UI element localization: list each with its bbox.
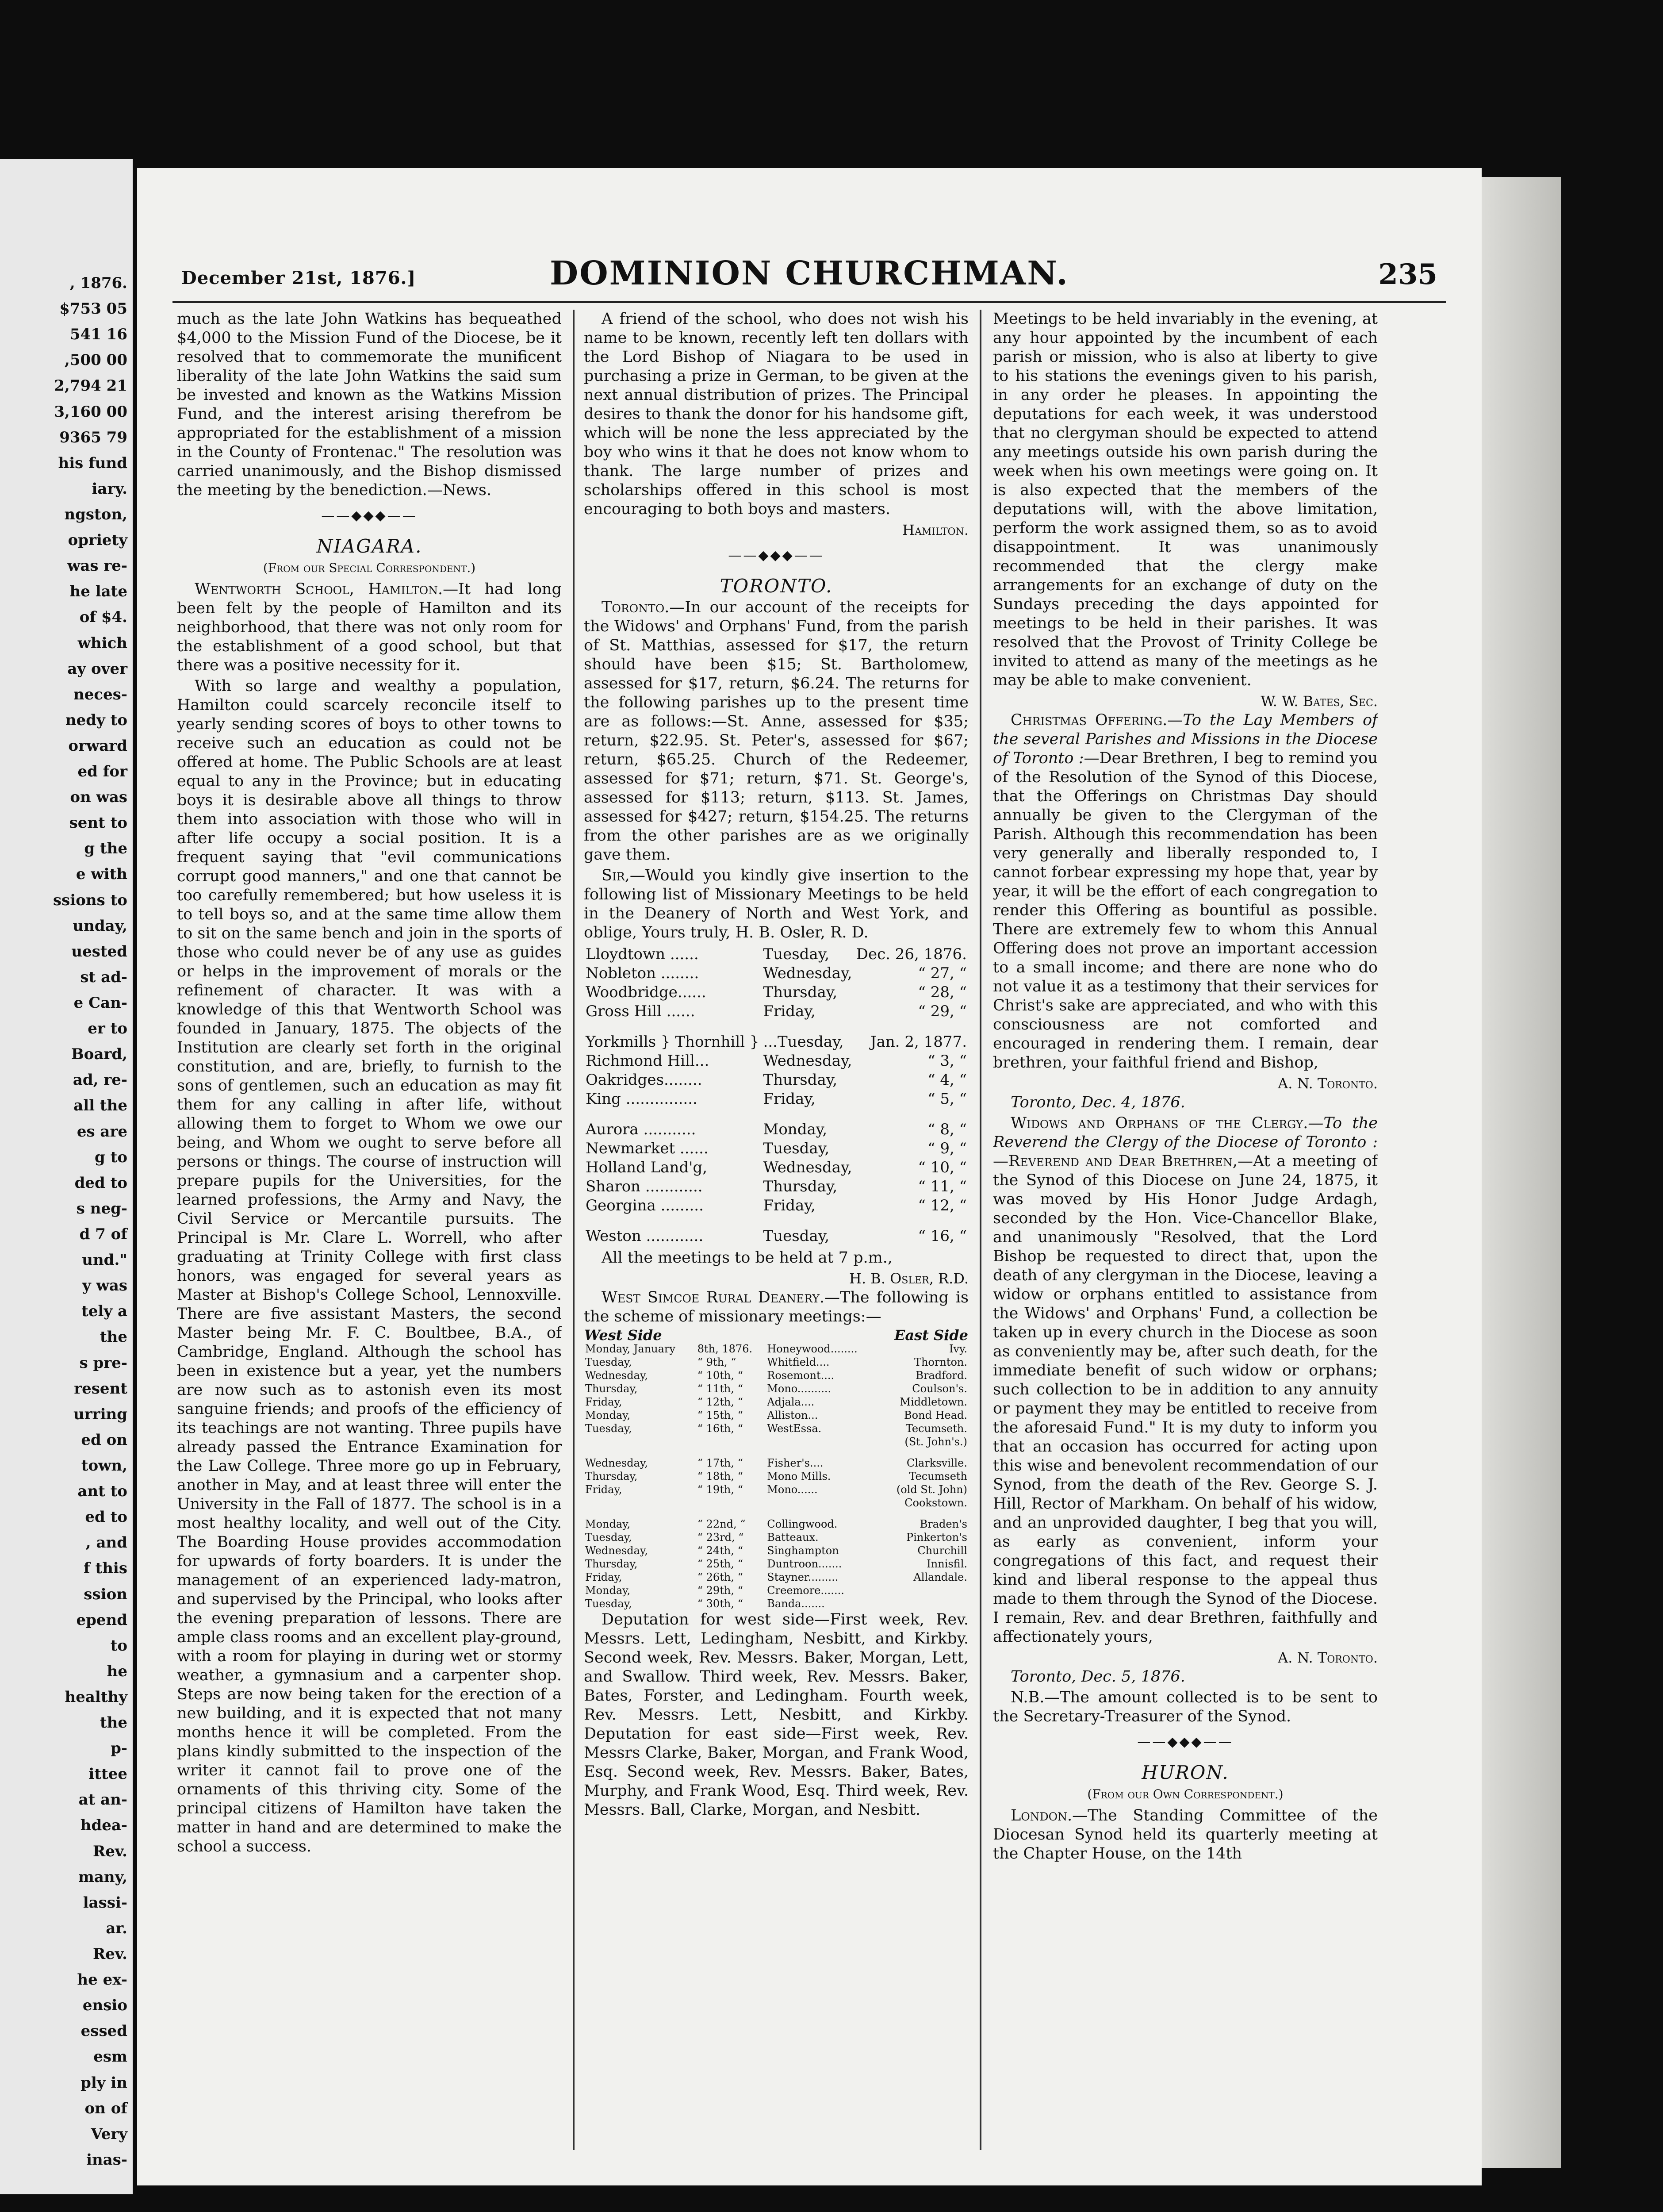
previous-page-line: healthy: [65, 1688, 127, 1706]
schedule-east: Tecumseth: [909, 1470, 967, 1482]
meeting-place: Richmond Hill...: [586, 1052, 709, 1070]
meeting-place: Yorkmills } Thornhill }: [586, 1033, 759, 1051]
previous-page-line: ant to: [77, 1482, 127, 1500]
schedule-east: [878, 1597, 969, 1610]
toronto-signature-1: A. N. Toronto.: [1278, 1075, 1378, 1092]
previous-page-line: resent: [74, 1380, 127, 1398]
schedule-east: Bradford.: [916, 1369, 967, 1382]
previous-page-line: the: [100, 1328, 127, 1346]
previous-page-line: es are: [77, 1123, 127, 1141]
schedule-day: Friday,: [585, 1396, 622, 1408]
christmas-address: —To the Lay Members of the several Parishes and Missions in the Diocese of Toronto :: [993, 711, 1378, 767]
previous-page-line: s pre-: [79, 1354, 127, 1372]
previous-page-line: Very: [91, 2125, 127, 2143]
previous-page-line: at an-: [78, 1791, 127, 1809]
schedule-row: [584, 1382, 969, 1395]
previous-page-line: epend: [76, 1611, 127, 1629]
previous-page-line: orward: [68, 737, 127, 755]
meeting-date: “ 28, “: [918, 983, 967, 1001]
previous-page-line: Board,: [71, 1045, 127, 1063]
schedule-row: [584, 1422, 969, 1435]
meeting-row: [584, 1139, 969, 1158]
osler-signature: H. B. Osler, R.D.: [849, 1270, 969, 1287]
previous-page-line: uested: [71, 943, 127, 960]
schedule-day: Thursday,: [585, 1382, 638, 1395]
schedule-day: Wednesday,: [585, 1457, 648, 1469]
schedule-row: [584, 1483, 969, 1496]
toronto-text: —In our account of the receipts for the Widows' and Orphans' Fund, from the parish of St. Matthias, assessed for $17, the return should have been $15; St. Bartholomew, assessed for $17, return, $6.24. The returns for the following parishes up to the present time are as follows:—St. Anne, assessed for $35; return, $22.95. St. Peter's, assessed for $67; return, $65.25. Church of the Redeemer, assessed for $71; return, $71. St. George's, assessed for $113; return, $113. St. James, assessed for $427; return, $154.25. The returns from the other parishes are as we originally gave them.: [584, 599, 969, 864]
previous-page-line: opriety: [68, 531, 127, 549]
previous-page-line: 2,794 21: [54, 377, 127, 395]
schedule-east: Thornton.: [914, 1356, 967, 1368]
schedule-east: [878, 1584, 969, 1597]
section-ornament: ——◆◆◆——: [1137, 1734, 1234, 1750]
meeting-date: “ 29, “: [918, 1002, 967, 1020]
meeting-day: Tuesday,: [763, 945, 830, 963]
meeting-date: “ 5, “: [927, 1090, 967, 1108]
previous-page-line: the: [100, 1714, 127, 1732]
schedule-row: [584, 1531, 969, 1544]
meeting-row: [584, 1052, 969, 1071]
meeting-day: Tuesday,: [763, 1140, 830, 1157]
meeting-date: “ 4, “: [927, 1071, 967, 1089]
previous-page-line: Rev.: [92, 1945, 127, 1963]
schedule-west: Whitfield....: [767, 1356, 830, 1368]
schedule-date: “ 22nd, “: [697, 1518, 746, 1530]
previous-page-strip: [0, 159, 133, 2194]
schedule-date: “ 18th, “: [697, 1470, 743, 1482]
previous-page-line: all the: [73, 1097, 127, 1114]
previous-page-line: ,500 00: [65, 351, 127, 369]
schedule-day: Tuesday,: [585, 1531, 632, 1544]
schedule-date: “ 16th, “: [697, 1422, 743, 1435]
previous-page-line: s neg-: [76, 1200, 127, 1217]
previous-page-line: e with: [76, 865, 127, 883]
sir-paragraph: [584, 866, 969, 942]
meeting-date: “ 10, “: [918, 1159, 967, 1176]
previous-page-line: he ex-: [77, 1971, 127, 1989]
schedule-west: Mono Mills.: [767, 1470, 831, 1482]
schedule-west: [766, 1496, 878, 1509]
previous-page-line: urring: [73, 1406, 127, 1423]
sir-text: —Would you kindly give insertion to the following list of Missionary Meetings to be held in the Deanery of North and West York, and oblige, Yours truly, H. B. Osler, R. D.: [584, 867, 969, 941]
previous-page-line: to: [110, 1637, 127, 1655]
schedule-row: [584, 1544, 969, 1557]
christmas-lead: Christmas Offering.: [1011, 711, 1168, 729]
london-paragraph: [993, 1806, 1378, 1863]
meeting-row: [584, 983, 969, 1002]
schedule-east: Clarksville.: [906, 1457, 967, 1469]
schedule-day: Monday,: [585, 1584, 631, 1597]
schedule-row: [584, 1395, 969, 1409]
previous-page-line: his fund: [58, 454, 127, 472]
schedule-date: “ 25th, “: [697, 1558, 743, 1570]
header-rule: [172, 301, 1446, 303]
meeting-day: Thursday,: [763, 983, 838, 1001]
previous-page-line: he late: [69, 583, 127, 600]
meeting-date: “ 11, “: [918, 1178, 967, 1195]
meeting-day: Thursday,: [763, 1178, 838, 1195]
column-rule-2: [980, 310, 981, 2150]
schedule-day: Tuesday,: [585, 1598, 632, 1610]
column-3: [993, 310, 1378, 2150]
schedule-east: Cookstown.: [904, 1497, 967, 1509]
schedule-date: “ 19th, “: [697, 1483, 743, 1496]
previous-page-line: 3,160 00: [54, 403, 127, 421]
simcoe-paragraph: [584, 1288, 969, 1326]
london-text: —The Standing Committee of the Diocesan Synod held its quarterly meeting at the Chapter House, on the 14th: [993, 1807, 1378, 1863]
bates-signature: W. W. Bates, Sec.: [1261, 693, 1378, 710]
schedule-row: [584, 1435, 969, 1448]
previous-page-line: g the: [84, 840, 127, 857]
schedule-day: [584, 1435, 696, 1448]
schedule-west: Collingwood.: [767, 1518, 838, 1530]
toronto-lead: Toronto.: [602, 599, 670, 616]
section-heading-toronto: TORONTO.: [720, 575, 833, 597]
dateline-1: Toronto, Dec. 4, 1876.: [1011, 1094, 1185, 1111]
watkins-paragraph: much as the late John Watkins has bequeathed $4,000 to the Mission Fund of the Diocese, be it resolved that to commemorate the munificent liberality of the late John Watkins the said sum be invested and known as the Watkins Mission Fund, and the interest arising therefrom be appropriated for the establishment of a mission in the County of Frontenac." The resolution was carried unanimously, and the Bishop dismissed the meeting by the benediction.—News.: [177, 310, 562, 499]
schedule-west: WestEssa.: [767, 1422, 822, 1435]
previous-page-line: d 7 of: [79, 1225, 127, 1243]
previous-page-line: town,: [81, 1457, 127, 1475]
schedule-row: [584, 1496, 969, 1509]
schedule-row: [584, 1409, 969, 1422]
schedule-row: [584, 1597, 969, 1610]
wentworth-text: —It had long been felt by the people of Hamilton and its neighborhood, that there was not only room for the establishment of a good school, but that there was a positive necessity for it.: [177, 580, 562, 674]
previous-page-line: und.": [82, 1251, 127, 1269]
simcoe-schedule-table: [584, 1328, 969, 1610]
schedule-day: Thursday,: [585, 1558, 638, 1570]
schedule-east: Bond Head.: [904, 1409, 967, 1421]
page-number: 235: [1378, 258, 1437, 291]
toronto-signature-2: A. N. Toronto.: [1278, 1649, 1378, 1666]
previous-page-line: ittee: [88, 1765, 127, 1783]
meeting-row: [584, 1177, 969, 1196]
meeting-row: [584, 1109, 969, 1139]
meeting-place: Holland Land'g,: [586, 1159, 708, 1176]
meeting-place: King ...............: [586, 1090, 697, 1108]
missionary-meetings-table: [584, 945, 969, 1246]
previous-page-line: , and: [85, 1534, 127, 1551]
schedule-east: Churchill: [917, 1544, 967, 1557]
meeting-date: Dec. 26, 1876.: [856, 945, 967, 963]
schedule-day: Monday,: [585, 1409, 631, 1421]
schedule-east: Tecumseth.: [905, 1422, 967, 1435]
meeting-row: [584, 945, 969, 964]
previous-page-line: g to: [95, 1148, 127, 1166]
previous-page-line: p-: [111, 1740, 127, 1757]
section-heading-niagara: NIAGARA.: [316, 535, 422, 557]
meeting-row: [584, 1215, 969, 1246]
previous-page-line: tely a: [81, 1302, 127, 1320]
schedule-row: [584, 1557, 969, 1571]
previous-page-line: e Can-: [73, 994, 127, 1012]
schedule-east: Innisfil.: [927, 1558, 967, 1570]
previous-page-line: esm: [93, 2048, 127, 2066]
schedule-day: Tuesday,: [585, 1356, 632, 1368]
previous-page-line: on was: [70, 788, 127, 806]
previous-page-line: ssion: [84, 1586, 127, 1603]
wentworth-paragraph-2: With so large and wealthy a population, Hamilton could scarcely reconcile itself to yearly sending scores of boys to other towns to receive such an education as could not be offered at home. The Public Schools are at least equal to any in the Province; but in educating boys it is desirable above all things to throw them into association with those who will in after life occupy a social position. It is a frequent saying that "evil communications corrupt good manners," and one that cannot be too carefully remembered; but how useless it is to tell boys so, and at the same time allow them to sit on the same bench and join in the sports of those who could never be of any use as guides or helps in the improvement of morals or the refinement of character. It was with a knowledge of this that Wentworth School was founded in January, 1875. The objects of the Institution are clearly set forth in the original constitution, and are, briefly, to furnish to the sons of gentlemen, such an education as may fit them for any calling in after life, without allowing them to forget to Whom we owe our being, and Whom we ought to serve before all persons or things. The course of instruction will prepare pupils for the Universities, for the learned professions, the Army and Navy, the Civil Service or Mercantile pursuits. The Principal is Mr. Clare L. Worrell, who after graduating at Trinity College with first class honors, was engaged for several years as Master at Bishop's College School, Lennoxville. There are five assistant Masters, the second Master being Mr. F. C. Boultbee, B.A., of Cambridge, England. Although the school has been in existence but a year, yet the numbers are now such as to astonish even its most sanguine friends; and proofs of the efficiency of its teachings are not wanting. Three pupils have already passed the Entrance Examination for the Law College. Three more go up in February, another in May, and at least three will enter the University in the Fall of 1877. The school is in a most healthy locality, and well out of the City. The Boarding House provides accommodation for upwards of forty boarders. It is under the management of an experienced lady-matron, and supervised by the Principal, who looks after the evening preparation of lessons. There are ample class rooms and an excellent play-ground, with a room for playing in during wet or stormy weather, a gymnasium and a carpenter shop. Steps are now being taken for the erection of a new building, and it is expected that not many months hence it will be completed. From the plans kindly submitted to the inspection of the writer it cannot fail to prove one of the ornaments of this thriving city. Some of the principal citizens of Hamilton have taken the matter in hand and are determined to make the school a success.: [177, 677, 562, 1855]
section-subheading-niagara: (From our Special Correspondent.): [263, 561, 476, 575]
schedule-date: [696, 1435, 766, 1448]
previous-page-line: iary.: [92, 480, 127, 498]
meeting-date: “ 27, “: [918, 964, 967, 982]
previous-page-line: many,: [78, 1868, 127, 1886]
meeting-date: “ 12, “: [918, 1197, 967, 1214]
meeting-place: Nobleton ........: [586, 964, 699, 982]
london-lead: London.: [1011, 1807, 1073, 1824]
schedule-west: [766, 1435, 878, 1448]
page-edge: [1482, 177, 1561, 2168]
section-subheading-huron: (From our Own Correspondent.): [1087, 1787, 1284, 1801]
schedule-west: Banda.......: [767, 1598, 825, 1610]
meeting-day: Friday,: [763, 1002, 816, 1020]
simcoe-lead: West Simcoe Rural Deanery.: [602, 1289, 824, 1306]
previous-page-line: inas-: [86, 2151, 127, 2169]
nb-paragraph: N.B.—The amount collected is to be sent to the Secretary-Treasurer of the Synod.: [993, 1689, 1378, 1725]
sir-lead: Sir,: [602, 867, 630, 884]
meeting-row: [584, 1021, 969, 1052]
schedule-east: Coulson's.: [912, 1382, 967, 1395]
meeting-day: Wednesday,: [763, 964, 852, 982]
issue-date: December 21st, 1876.]: [181, 268, 416, 288]
schedule-day: Wednesday,: [585, 1369, 648, 1382]
schedule-date: [696, 1496, 766, 1509]
schedule-date: “ 15th, “: [697, 1409, 743, 1421]
meetings-paragraph: Meetings to be held invariably in the evening, at any hour appointed by the incumbent of each parish or mission, who is also at liberty to give to his stations the evenings given to his parish, in any order he pleases. In appointing the deputations for each week, it was understood that no clergyman should be expected to attend any meetings outside his own parish during the week when his own meetings were going on. It is also expected that the members of the deputations will, with the above limitation, perform the work assigned them, so as to avoid disappointment. It was unanimously recommended that the clergy make arrangements for an exchange of duty on the Sundays preceding the days appointed for meetings to be held in their parishes. It was resolved that the Provost of Trinity College be invited to attend as many of the meetings as he may be able to make convenient.: [993, 310, 1378, 689]
schedule-row: [584, 1584, 969, 1597]
widows-paragraph: [993, 1114, 1378, 1647]
schedule-date: 8th, 1876.: [697, 1343, 753, 1355]
previous-page-line: ay over: [67, 660, 127, 678]
previous-page-line: was re-: [67, 557, 127, 575]
meeting-row: [584, 1090, 969, 1109]
meeting-day: Friday,: [763, 1090, 816, 1108]
meeting-day: Wednesday,: [763, 1052, 852, 1070]
schedule-west: Creemore.......: [767, 1584, 844, 1597]
schedule-date: “ 24th, “: [697, 1544, 743, 1557]
previous-page-line: ad, re-: [73, 1071, 127, 1089]
schedule-west: Mono......: [767, 1483, 818, 1496]
schedule-day: Tuesday,: [585, 1422, 632, 1435]
previous-page-line: ar.: [106, 1920, 127, 1937]
section-ornament: ——◆◆◆——: [321, 508, 418, 523]
previous-page-line: , 1876.: [69, 274, 127, 292]
previous-page-line: ed for: [77, 763, 127, 780]
previous-page-line: ed to: [85, 1508, 127, 1526]
schedule-row: [584, 1509, 969, 1531]
previous-page-line: st ad-: [80, 968, 127, 986]
previous-page-line: lassi-: [83, 1894, 127, 1912]
meeting-row: [584, 1002, 969, 1021]
christmas-paragraph: [993, 711, 1378, 1072]
previous-page-line: er to: [88, 1020, 127, 1037]
schedule-west: Duntroon.......: [767, 1558, 842, 1570]
previous-page-line: ded to: [74, 1174, 127, 1192]
previous-page-line: ensio: [82, 1997, 127, 2014]
schedule-east: Braden's: [920, 1518, 967, 1530]
meeting-date: “ 3, “: [927, 1052, 967, 1070]
schedule-row: [584, 1342, 969, 1356]
previous-page-line: ply in: [80, 2074, 127, 2092]
meeting-row: [584, 1196, 969, 1215]
previous-page-line: of $4.: [79, 608, 127, 626]
deputation-paragraph: Deputation for west side—First week, Rev. Messrs. Lett, Ledingham, Nesbitt, and Kirkby. Second week, Rev. Messrs. Baker, Morgan, Lett, and Swallow. Third week, Rev. Messrs. Baker, Bates, Forster, and Ledingham. Fourth week, Rev. Messrs. Lett, Nesbitt, and Kirkby. Deputation for east side—First week, Rev. Messrs Clarke, Baker, Morgan, and Frank Wood, Esq. Second week, Rev. Messrs. Baker, Bates, Murphy, and Frank Wood, Esq. Third week, Rev. Messrs. Ball, Clarke, Morgan, and Nesbitt.: [584, 1611, 969, 1819]
schedule-east: Pinkerton's: [906, 1531, 967, 1544]
meeting-place: Georgina .........: [586, 1197, 704, 1214]
newspaper-page: [137, 168, 1482, 2185]
meeting-day: Wednesday,: [763, 1159, 852, 1176]
schedule-date: “ 12th, “: [697, 1396, 743, 1408]
column-1: [177, 310, 562, 2150]
meeting-place: Newmarket ......: [586, 1140, 709, 1157]
schedule-row: [584, 1571, 969, 1584]
widows-text: —At a meeting of the Synod of this Diocese on June 24, 1875, it was moved by His Honor Judge Ardagh, seconded by the Hon. Vice-Chancellor Blake, and unanimously "Resolved, that the Lord Bishop be requested to direct that, upon the death of any clergyman in the Diocese, leaving a widow or orphans entitled to assistance from the Widows' and Orphans' Fund, a collection be taken up in every church in the Diocese as soon as conveniently may be, after such death, for the immediate benefit of such widow or orphans; such collection to be in addition to any annuity or payment they may be entitled to receive from the aforesaid Fund." It is my duty to inform you that an occasion has occurred for acting upon this wise and benevolent recommendation of our Synod, from the death of the Rev. George S. J. Hill, Rector of Markham. On behalf of his widow, and an unprovided daughter, I beg that you will, as early as convenient, inform your congregations of this fact, and request their kind and liberal response to the appeal thus made to them through the Synod of the Diocese. I remain, Rev. and dear Brethren, faithfully and affectionately yours,: [993, 1152, 1378, 1646]
meeting-place: Oakridges........: [586, 1071, 702, 1089]
schedule-date: “ 11th, “: [697, 1382, 743, 1395]
schedule-date: “ 23rd, “: [697, 1531, 744, 1544]
schedule-date: “ 10th, “: [697, 1369, 743, 1382]
west-side-label: West Side: [584, 1327, 662, 1344]
dateline-2: Toronto, Dec. 5, 1876.: [1011, 1668, 1185, 1686]
previous-page-line: which: [77, 634, 127, 652]
section-heading-huron: HURON.: [1142, 1762, 1229, 1783]
column-rule-1: [573, 310, 575, 2150]
meeting-day: Friday,: [763, 1197, 816, 1214]
meeting-row: [584, 964, 969, 983]
schedule-date: “ 29th, “: [697, 1584, 743, 1597]
schedule-date: “ 30th, “: [697, 1598, 743, 1610]
schedule-west: Rosemont....: [767, 1369, 835, 1382]
previous-page-line: $753 05: [59, 300, 127, 318]
meeting-row: [584, 1071, 969, 1090]
schedule-east: (St. John's.): [904, 1436, 967, 1448]
schedule-date: “ 17th, “: [697, 1457, 743, 1469]
schedule-day: Monday, January: [585, 1343, 675, 1355]
previous-page-line: hdea-: [80, 1816, 127, 1834]
section-ornament: ——◆◆◆——: [728, 548, 824, 563]
schedule-row: [584, 1369, 969, 1382]
meeting-day: ...Tuesday,: [763, 1033, 844, 1051]
previous-page-line: unday,: [73, 917, 127, 935]
hamilton-signature: Hamilton.: [902, 522, 969, 538]
previous-page-line: ngston,: [64, 506, 127, 523]
meeting-date: “ 9, “: [927, 1140, 967, 1157]
previous-page-line: nedy to: [65, 711, 127, 729]
previous-page-line: Rev.: [92, 1843, 127, 1860]
meeting-place: Weston ............: [586, 1227, 704, 1245]
toronto-paragraph: [584, 598, 969, 864]
schedule-west: Stayner.........: [767, 1571, 839, 1583]
previous-page-line: on of: [84, 2100, 127, 2117]
page-header: [181, 254, 1437, 294]
schedule-day: Monday,: [585, 1518, 631, 1530]
schedule-day: Wednesday,: [585, 1544, 648, 1557]
schedule-east: (old St. John): [896, 1483, 967, 1496]
christmas-text: —Dear Brethren, I beg to remind you of the Resolution of the Synod of this Diocese, that the Offerings on Christmas Day should annually be given to the Clergyman of the Parish. Although this recommendation has been very generally and liberally responded to, I cannot forbear expressing my hope that, year by year, it will be the effort of each congregation to render this Offering as bountiful as possible. There are extremely few to whom this Annual Offering does not prove an important accession to a small income; and there are none who do not value it as a testimony that their services for Christ's sake are appreciated, and who with this consciousness are not comforted and encouraged in rendering them. I remain, dear brethren, your faithful friend and Bishop,: [993, 749, 1378, 1071]
meeting-place: Sharon ............: [586, 1178, 703, 1195]
schedule-west: Singhampton: [767, 1544, 839, 1557]
schedule-row: [584, 1356, 969, 1369]
meetings-note: All the meetings to be held at 7 p.m.,: [602, 1249, 893, 1267]
meeting-place: Aurora ...........: [586, 1121, 696, 1138]
friend-paragraph: A friend of the school, who does not wish his name to be known, recently left ten dollars with the Lord Bishop of Niagara to be used in purchasing a prize in German, to be given at the next annual distribution of prizes. The Principal desires to thank the donor for his handsome gift, which will be none the less appreciated by the boy who wins it that he does not know whom to thank. The large number of prizes and scholarships offered in this school is most encouraging to both boys and masters.: [584, 310, 969, 518]
widows-lead: Widows and Orphans of the Clergy.: [1011, 1114, 1308, 1132]
meeting-day: Tuesday,: [763, 1227, 830, 1245]
schedule-date: “ 9th, “: [697, 1356, 736, 1368]
schedule-day: Thursday,: [585, 1470, 638, 1482]
schedule-east: Allandale.: [913, 1571, 967, 1583]
schedule-west: Alliston...: [767, 1409, 818, 1421]
previous-page-line: he: [107, 1663, 127, 1680]
previous-page-line: y was: [82, 1277, 127, 1294]
widows-greeting: —Reverend and Dear Brethren,: [993, 1152, 1238, 1170]
meeting-date: Jan. 2, 1877.: [870, 1033, 967, 1051]
previous-page-line: 9365 79: [59, 429, 127, 446]
schedule-west: Mono..........: [767, 1382, 832, 1395]
meeting-day: Thursday,: [763, 1071, 838, 1089]
simcoe-text: —The following is the scheme of missionary meetings:—: [584, 1289, 969, 1325]
schedule-west: Adjala....: [767, 1396, 815, 1408]
widows-address: —To the Reverend the Clergy of the Diocese of Toronto :: [993, 1114, 1378, 1151]
previous-page-line: ed on: [81, 1431, 127, 1449]
column-2: [584, 310, 969, 2150]
previous-page-line: ssions to: [53, 891, 127, 909]
meeting-place: Lloydtown ......: [586, 945, 699, 963]
previous-page-line: 541 16: [69, 326, 127, 343]
previous-page-line: f this: [84, 1559, 127, 1577]
masthead-title: DOMINION CHURCHMAN.: [550, 254, 1069, 292]
schedule-day: [584, 1496, 696, 1509]
schedule-day: Friday,: [585, 1571, 622, 1583]
east-side-label: East Side: [894, 1327, 968, 1344]
schedule-east: Middletown.: [900, 1396, 967, 1408]
meeting-place: Gross Hill ......: [586, 1002, 695, 1020]
meeting-row: [584, 1158, 969, 1177]
previous-page-line: neces-: [73, 686, 127, 703]
schedule-date: “ 26th, “: [697, 1571, 743, 1583]
meeting-place: Woodbridge......: [586, 983, 706, 1001]
wentworth-lead: Wentworth School, Hamilton.: [195, 580, 443, 598]
meeting-day: Monday,: [763, 1121, 828, 1138]
schedule-west: Honeywood........: [767, 1343, 858, 1355]
meeting-date: “ 16, “: [918, 1227, 967, 1245]
previous-page-line: sent to: [69, 814, 127, 832]
schedule-day: Friday,: [585, 1483, 622, 1496]
schedule-west: Fisher's....: [767, 1457, 824, 1469]
meeting-date: “ 8, “: [927, 1121, 967, 1138]
wentworth-paragraph: [177, 580, 562, 675]
schedule-row: [584, 1448, 969, 1470]
previous-page-line: essed: [80, 2022, 127, 2040]
schedule-west: Batteaux.: [767, 1531, 819, 1544]
schedule-row: [584, 1470, 969, 1483]
schedule-east: Ivy.: [949, 1343, 967, 1355]
